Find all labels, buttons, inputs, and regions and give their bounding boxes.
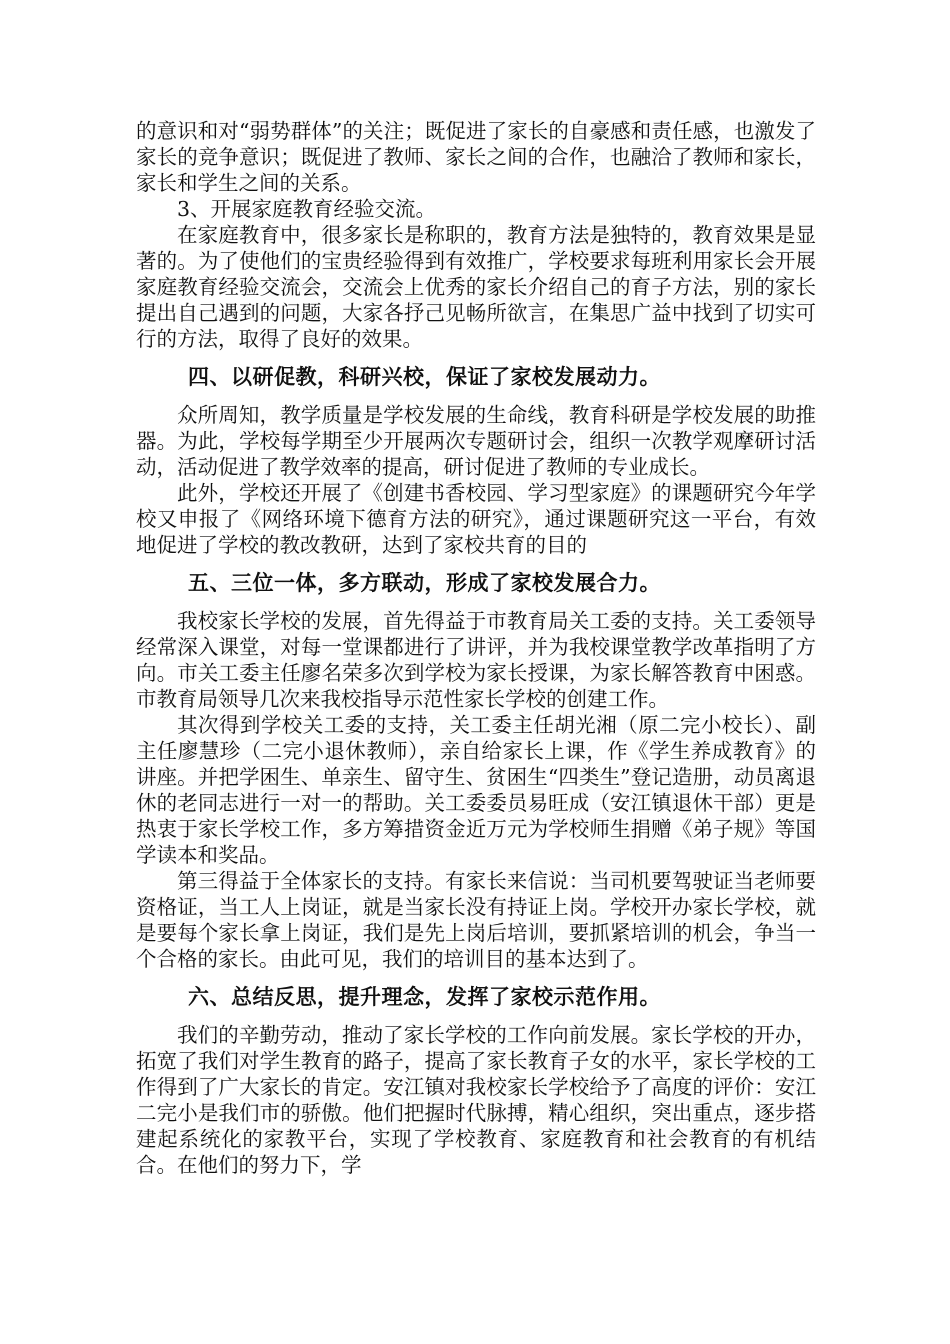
- paragraph: 第三得益于全体家长的支持。有家长来信说：当司机要驾驶证当老师要资格证，当工人上岗证，就是当家长没有持证上岗。学校开办家长学校，就是要每个家长拿上岗证，我们是先上岗后培训，要抓紧培训的机会，争当一个合格的家长。由此可见，我们的培训目的基本达到了。: [136, 869, 816, 971]
- section-heading: 四、以研促教，科研兴校，保证了家校发展动力。: [188, 365, 661, 389]
- paragraph: 的意识和对“弱势群体”的关注；既促进了家长的自豪感和责任感，也激发了家长的竞争意识；既促进了教师、家长之间的合作，也融洽了教师和家长，家长和学生之间的关系。: [136, 119, 816, 195]
- paragraph: 我校家长学校的发展，首先得益于市教育局关工委的支持。关工委领导经常深入课堂，对每一堂课都进行了讲评，并为我校课堂教学改革指明了方向。市关工委主任廖名荣多次到学校为家长授课，为家长解答教育中困惑。市教育局领导几次来我校指导示范性家长学校的创建工作。: [136, 609, 816, 711]
- paragraph: 众所周知，教学质量是学校发展的生命线，教育科研是学校发展的助推器。为此，学校每学期至少开展两次专题研讨会，组织一次教学观摩研讨活动，活动促进了教学效率的提高，研讨促进了教师的专业成长。: [136, 403, 816, 479]
- paragraph: 3、开展家庭教育经验交流。: [177, 197, 437, 221]
- paragraph: 此外，学校还开展了《创建书香校园、学习型家庭》的课题研究今年学校又申报了《网络环境下德育方法的研究》，通过课题研究这一平台，有效地促进了学校的教改教研，达到了家校共育的目的: [136, 481, 816, 557]
- paragraph: 在家庭教育中，很多家长是称职的，教育方法是独特的，教育效果是显著的。为了使他们的宝贵经验得到有效推广，学校要求每班利用家长会开展家庭教育经验交流会，交流会上优秀的家长介绍自己的育子方法，别的家长提出自己遇到的问题，大家各抒己见畅所欲言，在集思广益中找到了切实可行的方法，取得了良好的效果。: [136, 223, 816, 351]
- paragraph: 其次得到学校关工委的支持，关工委主任胡光湘（原二完小校长）、副主任廖慧珍（二完小退休教师），亲自给家长上课，作《学生养成教育》的讲座。并把学困生、单亲生、留守生、贫困生“四类生”登记造册，动员离退休的老同志进行一对一的帮助。关工委委员易旺成（安江镇退休干部）更是热衷于家长学校工作，多方筹措资金近万元为学校师生捐赠《弟子规》等国学读本和奖品。: [136, 713, 816, 867]
- section-heading: 六、总结反思，提升理念，发挥了家校示范作用。: [188, 985, 661, 1009]
- document-body: [136, 118, 816, 1178]
- paragraph: 我们的辛勤劳动，推动了家长学校的工作向前发展。家长学校的开办，拓宽了我们对学生教育的路子，提高了家长教育子女的水平，家长学校的工作得到了广大家长的肯定。安江镇对我校家长学校给予了高度的评价：安江二完小是我们市的骄傲。他们把握时代脉搏，精心组织，突出重点，逐步搭建起系统化的家教平台，实现了学校教育、家庭教育和社会教育的有机结合。在他们的努力下，学: [136, 1023, 816, 1177]
- section-heading: 五、三位一体，多方联动，形成了家校发展合力。: [188, 571, 661, 595]
